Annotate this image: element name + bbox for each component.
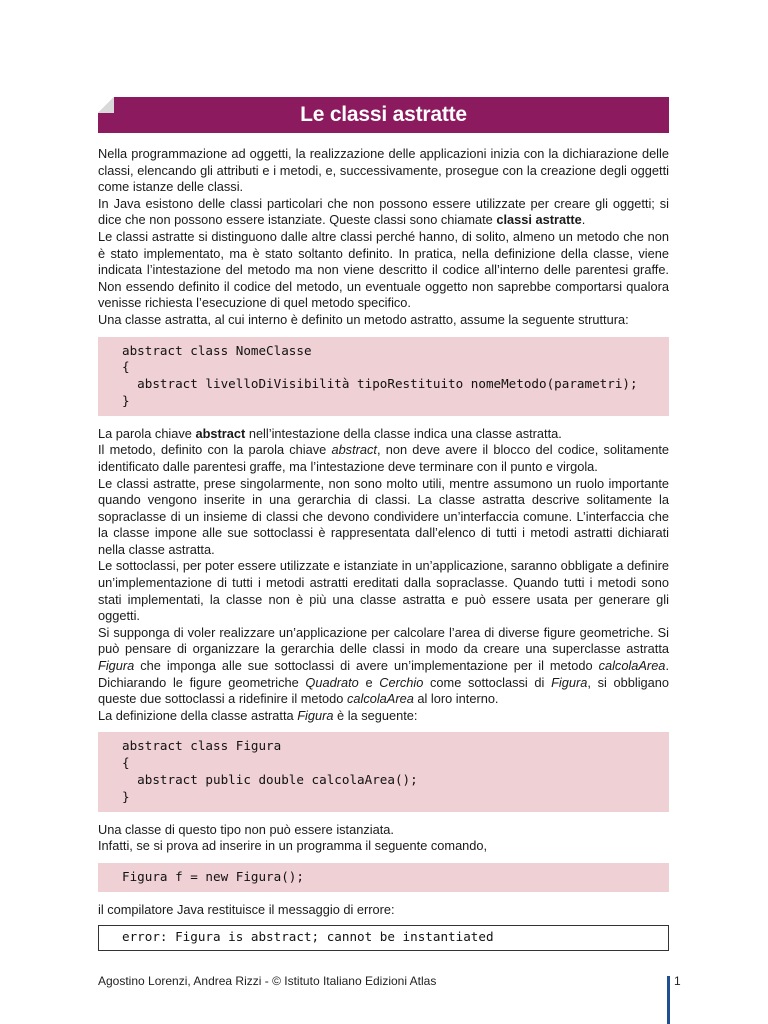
text-run: La parola chiave bbox=[98, 425, 196, 441]
italic-term: Figura bbox=[297, 707, 334, 723]
text-run: è la seguente: bbox=[333, 707, 418, 723]
text-block-4 bbox=[98, 902, 669, 919]
italic-term: calcolaArea bbox=[346, 691, 414, 707]
page-corner-fold-icon bbox=[98, 97, 114, 113]
paragraph bbox=[98, 196, 669, 229]
italic-term: calcolaArea bbox=[598, 658, 666, 674]
text-run: . bbox=[581, 212, 586, 228]
paragraph bbox=[98, 426, 669, 443]
paragraph bbox=[98, 625, 669, 708]
footer-accent-bar bbox=[667, 976, 670, 1024]
text-run: La definizione della classe astratta bbox=[98, 707, 298, 723]
text-run: Nella programmazione ad oggetti, la realizzazione delle applicazioni inizia con la dichiarazione delle classi, elencando gli attributi e i metodi, e, successivamente, prosegue con la creazione degli oggetti come istanze delle classi. bbox=[98, 146, 669, 195]
text-run: come sottoclassi di bbox=[423, 674, 552, 690]
text-run: Infatti, se si prova ad inserire in un programma il seguente comando, bbox=[98, 838, 488, 854]
italic-term: Quadrato bbox=[305, 674, 359, 690]
main-content bbox=[98, 146, 669, 961]
text-run: Una classe astratta, al cui interno è definito un metodo astratto, assume la seguente struttura: bbox=[98, 311, 629, 327]
page-number: 1 bbox=[674, 974, 681, 988]
text-block-3 bbox=[98, 822, 669, 855]
text-run: che imponga alle sue sottoclassi di avere un’implementazione per il metodo bbox=[134, 658, 599, 674]
text-run: , si obbligano queste due sottoclassi a ridefinire il metodo bbox=[98, 674, 670, 707]
text-run: nell’intestazione della classe indica una classe astratta. bbox=[245, 425, 562, 441]
section-title-bar bbox=[98, 97, 669, 133]
text-run: Le classi astratte si distinguono dalle altre classi perché hanno, di solito, almeno un metodo che non è stato implementato, ma è stato soltanto definito. In pratica, nella definizione della classe, viene indicata l’intestazione del metodo ma non viene descritto il codice all’interno delle parentesi graffe. Non essendo definito il codice del metodo, un eventuale oggetto non saprebbe comportarsi qualora venisse richiesta l’esecuzione di quel metodo specifico. bbox=[98, 228, 669, 311]
text-block-1 bbox=[98, 146, 669, 329]
paragraph bbox=[98, 146, 669, 196]
italic-term: abstract bbox=[331, 442, 377, 458]
italic-term: Figura bbox=[98, 658, 135, 674]
section-title: Le classi astratte bbox=[300, 103, 467, 126]
text-run: Il metodo, definito con la parola chiave bbox=[98, 442, 332, 458]
code-block-figura: abstract class Figura { abstract public double calcolaArea(); } bbox=[98, 732, 669, 811]
paragraph bbox=[98, 442, 669, 475]
code-block-new-figura: Figura f = new Figura(); bbox=[98, 863, 669, 892]
text-run: Si supponga di voler realizzare un’applicazione per calcolare l’area di diverse figure geometriche. Si può pensare di organizzare la gerarchia delle classi in modo da creare una superclasse astratta bbox=[98, 624, 669, 657]
error-message-block: error: Figura is abstract; cannot be instantiated bbox=[98, 925, 669, 951]
text-run: . Dichiarando le figure geometriche bbox=[98, 658, 669, 690]
paragraph bbox=[98, 476, 669, 559]
paragraph bbox=[98, 838, 669, 855]
bold-term: classi astratte bbox=[496, 212, 582, 228]
paragraph bbox=[98, 902, 669, 919]
text-run: In Java esistono delle classi particolari che non possono essere utilizzate per creare gli oggetti; si dice che non possono essere istanziate. Queste classi sono chiamate bbox=[98, 195, 669, 228]
paragraph bbox=[98, 312, 669, 329]
text-block-2 bbox=[98, 426, 669, 725]
text-run: Le classi astratte, prese singolarmente, non sono molto utili, mentre assumono un ruolo importante quando vengono inserite in una gerarchia di classi. La classe astratta descrive solitamente la sopraclasse di un insieme di classi che devono condividere un’interfaccia comune. L’interfaccia che la classe impone alle sue sottoclassi è rappresentata dall’elenco di tutti i metodi astratti dichiarati nella classe astratta. bbox=[98, 475, 669, 557]
footer-credits: Agostino Lorenzi, Andrea Rizzi - © Istituto Italiano Edizioni Atlas bbox=[98, 974, 437, 988]
paragraph bbox=[98, 558, 669, 624]
text-run: Le sottoclassi, per poter essere utilizzate e istanziate in un’applicazione, saranno obbligate a definire un’implementazione di tutti i metodi astratti ereditati dalla sopraclasse. Quando tutti i metodi sono stati implementati, la classe non è più una classe astratta e può essere usata per generare gli oggetti. bbox=[98, 558, 669, 624]
italic-term: Cerchio bbox=[379, 674, 424, 690]
bold-term: abstract bbox=[195, 425, 246, 441]
text-run: al loro interno. bbox=[413, 691, 499, 707]
text-run: , non deve avere il blocco del codice, solitamente identificato dalle parentesi graffe, ma l’intestazione deve terminare con il punto e virgola. bbox=[98, 442, 669, 474]
italic-term: Figura bbox=[551, 674, 588, 690]
text-run: Una classe di questo tipo non può essere istanziata. bbox=[98, 821, 394, 837]
paragraph bbox=[98, 708, 669, 725]
paragraph bbox=[98, 229, 669, 312]
text-run: e bbox=[358, 674, 380, 690]
text-run: il compilatore Java restituisce il messaggio di errore: bbox=[98, 901, 395, 917]
code-block-structure: abstract class NomeClasse { abstract livelloDiVisibilità tipoRestituito nomeMetodo(parametri); } bbox=[98, 337, 669, 416]
paragraph bbox=[98, 822, 669, 839]
